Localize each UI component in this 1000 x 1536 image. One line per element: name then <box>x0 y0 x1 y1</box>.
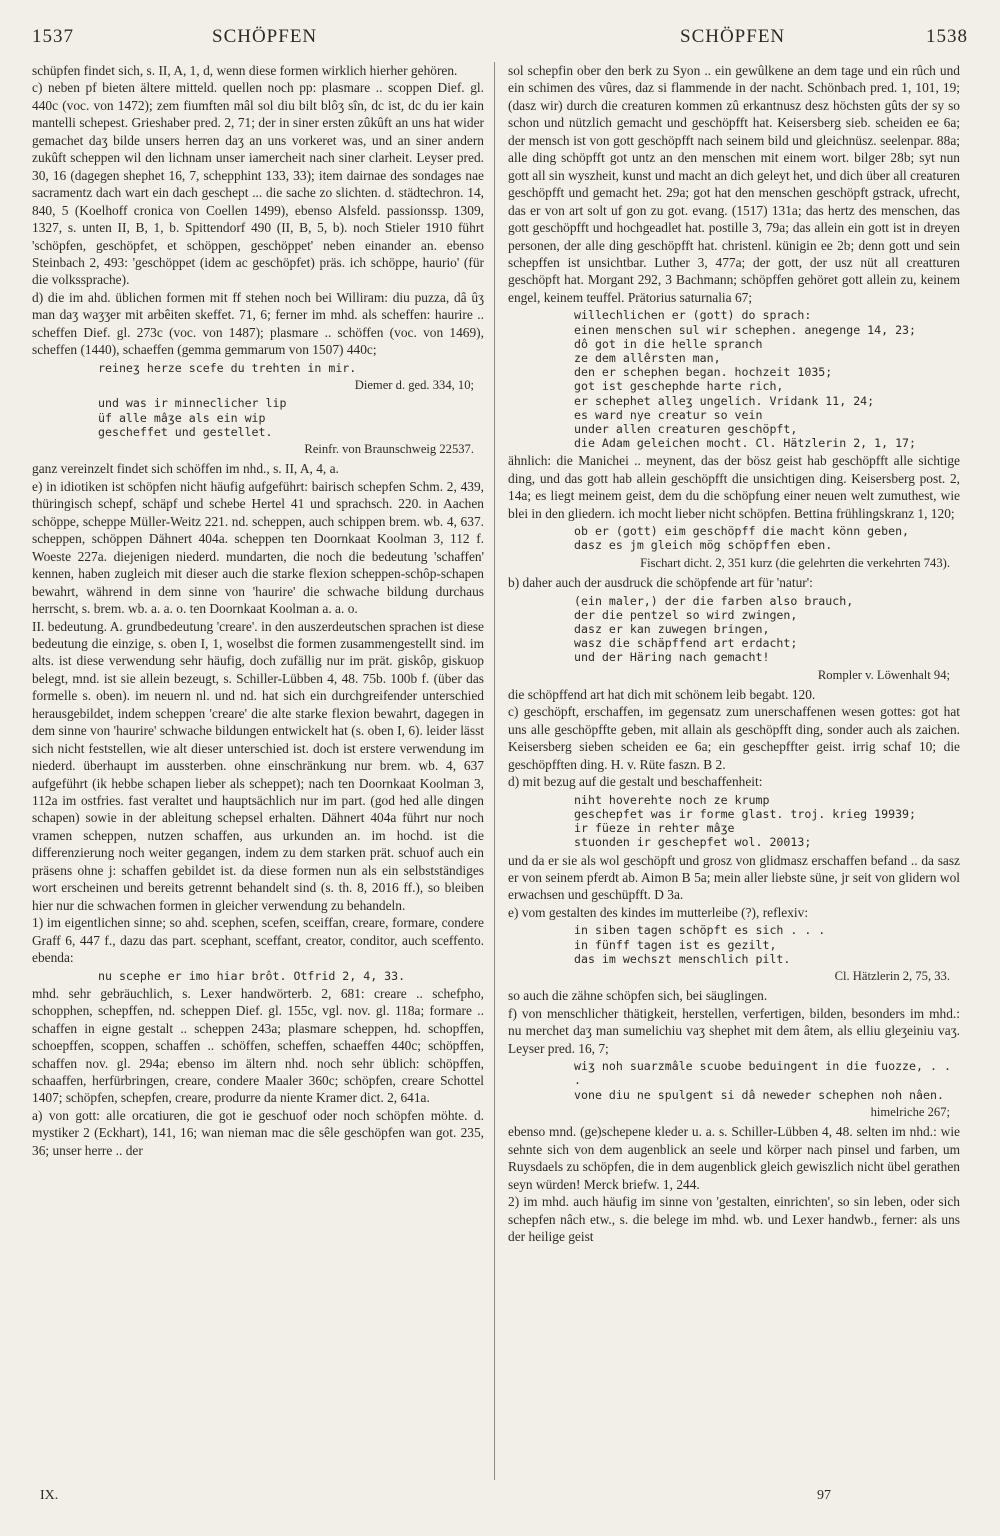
page-footer <box>32 1488 968 1508</box>
entry-paragraph: c) geschöpft, erschaffen, im gegensatz zum unerschaffenen wesen gottes: got hat uns alle geschöpffte geben, mit allain als geschöpfft ding, sonder auch als zaichen. Keisersberg sieben scheiden ee 6a; ein geschepffter geist. irrig schaf 10; die geschöpfften ding. H. v. Rüte faszn. B 2. <box>508 704 960 772</box>
source-citation: Diemer d. ged. 334, 10; <box>354 377 474 392</box>
verse-quotation: wiʒ noh suarzmâle scuobe beduingent in die fuozze, . . . vone diu ne spulgent si dâ neweder schephen noh nâen. <box>574 1059 951 1102</box>
sheet-number: 97 <box>817 1488 831 1503</box>
entry-paragraph: 2) im mhd. auch häufig im sinne von 'gestalten, einrichten', so sin leben, oder sich schepfen nâch etw., s. die belege im mhd. wb. und Lexer handwb., ferner: als uns der heilige geist <box>508 1194 960 1244</box>
entry-paragraph: a) von gott: alle orcatiuren, die got ie geschuof oder noch schöpfen möhte. d. mystiker 2 (Eckhart), 141, 16; wan nieman mac die sêle geschöpfen wan got. 235, 36; unser herre .. der <box>32 1107 484 1158</box>
page-number-right: 1538 <box>926 26 968 47</box>
page-number-left: 1537 <box>32 26 74 47</box>
verse-quotation: ob er (gott) eim geschöpff die macht könn geben, dasz es jm gleich mög schöpffen eben. <box>574 524 910 553</box>
verse-quotation: in siben tagen schöpft es sich . . . in fünff tagen ist es gezilt, das im wechszt menschlich pilt. <box>574 923 826 966</box>
entry-paragraph: schüpfen findet sich, s. II, A, 1, d, wenn diese formen wirklich hierher gehören. <box>32 63 458 78</box>
entry-paragraph: c) neben pf bieten ältere mitteld. quellen noch pp: plasmare .. scoppen Dief. gl. 440c (voc. von 1472); zem fiumften mâl sol diu bilt blôʒ sîn, dc ist, dc du ier kain mantelli schepest. Grieshaber pred. 2, 71; der in siner ersten zûkûft an uns hat wider gemachet daʒ bilde unsers herren daʒ an uns vorkeret was, und an siner andern zukûft scheppen wil den lichnam unser iamercheit nach siner clarheit. Leyser pred. 30, 16 (dagegen shephet 16, 7, schepphint 133, 33); item dairnae des sondages nae sacramentz dach wart ein dach geschept ... die sache zo slichten. d. städtechron. 14, 840, 5 (Koelhoff cronica von Coellen 1499), ebenso Alsfeld. passionssp. 1309, 1327, s. unten II, B, 1, b. Spittendorf 490 (II, B, 5, b). noch Stieler 1910 führt 'schöpfen, geschöpfet, et schöppen, geschöppet' neben einander an. ebenso Steinbach 2, 493: 'geschöppet (idem ac geschöpfet) präs. ich schöppe, haurio' (für die volkssprache). <box>32 80 484 288</box>
running-head <box>32 22 968 52</box>
source-citation: Reinfr. von Braunschweig 22537. <box>304 441 474 456</box>
entry-paragraph: e) vom gestalten des kindes im mutterleibe (?), reflexiv: <box>508 904 809 920</box>
entry-paragraph: e) in idiotiken ist schöpfen nicht häufig aufgeführt: bairisch schepfen Schm. 2, 439, thüringisch schepf, schäpf und schebe Hertel 41 und sprachsch. 220. in Aachen schöppe, scheppe Müller-Weitz 221. nd. scheppen, auch schippen brem. wb. 4, 637. scheppen, schöppen Dähnert 404a. scheppen ten Doornkaat Koolman 3, 112 f. Woeste 227a. diejenigen niederd. mundarten, die noch die bedeutung 'schaffen' kennen, haben zugleich mit dieser auch die starke flexion scheppen-schôp-schapen bewahrt, während in dem sinne von 'haurire' die schwache bildung durchaus herrscht, s. brem. wb. a. a. o. ten Doornkaat Koolman a. a. o. <box>32 478 484 617</box>
entry-paragraph: II. bedeutung. A. grundbedeutung 'creare'. in den auszerdeutschen sprachen ist diese bedeutung die einzige, s. oben I, 1, woselbst die formen zusammengestellt sind. im alts. ist diese verwendung sehr häufig, doch zufällig nur im prät. giskôp, giskuop belegt, mnd. ist sie allein bezeugt, s. Schiller-Lübben 4, 48. 75b. 100b f. (über das formelle s. oben). im neuern nl. und nd. hat sich ein durchgreifender unterschied herausgebildet, indem scheppen 'creare' die alte starke flexion bewahrt, dagegen in dem sinne von 'haurire' schwache bildungen entwickelt hat (s. oben I, 6). leider lässt sich nicht feststellen, wie alt dieser unterschied ist. doch ist erstere verwendung im niederd. überhaupt im aussterben. ohne einschränkung nur brem. wb. 4, 637 aufgeführt (ik hebbe schapen lieber als scheppet); nach ten Doornkaat Koolman 3, 112a im ostfries. fast veraltet und hauptsächlich nur im part. (god hed alle dingen schapen) sowie in der ableitung schepsel erhalten. Dähnert 404a führt nur noch vramen scheppen, nutzen schaffen, aus urkunden an. im hochd. ist die differenzierung noch weiter gegangen, indem zu dem starken prät. schuof auch ein präsens ohne j: schaffen gebildet ist. da diese formen nun als ein selbstständiges wort erscheinen und bereits getrennt behandelt sind (s. th. 8, 2016 ff.), so bleiben hier nur die schwachen formen in gleicher verwendung zu behandeln. <box>32 618 484 913</box>
headword-left: SCHÖPFEN <box>212 26 318 47</box>
verse-quotation: nu scephe er imo hiar brôt. Otfrid 2, 4, 33. <box>98 968 406 983</box>
entry-paragraph: b) daher auch der ausdruck die schöpfende art für 'natur': <box>508 575 813 591</box>
source-citation: himelriche 267; <box>870 1104 950 1119</box>
signature-mark: IX. <box>40 1488 59 1503</box>
entry-paragraph: so auch die zähne schöpfen sich, bei säuglingen. <box>508 988 768 1004</box>
source-citation: Cl. Hätzlerin 2, 75, 33. <box>834 968 950 983</box>
verse-quotation: willechlichen er (gott) do sprach: einen menschen sul wir schephen. anegenge 14, 23; dô got in die helle spranch ze dem allêrsten man, den er schephen began. hochzeit 1035; got ist geschephde harte rich, er schephet alleʒ ungelich. Vridank 11, 24; es ward nye creatur so vein under allen creaturen geschöpft, die Adam geleichen mocht. Cl. Hätzlerin 2, 1, 17; <box>574 308 917 451</box>
headword-right: SCHÖPFEN <box>680 26 786 47</box>
entry-paragraph: die schöpffend art hat dich mit schönem leib begabt. 120. <box>508 686 816 702</box>
entry-paragraph: ähnlich: die Manichei .. meynent, das der bösz geist hab geschöpfft alle sichtige ding, und das gott hab allein geschöpfft die unsichtigen ding. Keisersberg post. 2, 14a; es liegt meinem geist, dem du die schöpfung einer neuen welt zumuthest, wie blei in den gliedern. ich mocht lieber nicht schöpfen. Bettina frühlingskranz 1, 120; <box>508 453 960 521</box>
right-column <box>508 62 960 1482</box>
source-citation: Fischart dicht. 2, 351 kurz (die gelehrten die verkehrten 743). <box>640 555 950 570</box>
source-citation: Rompler v. Löwenhalt 94; <box>817 667 950 682</box>
verse-quotation: niht hoverehte noch ze krump geschepfet was ir forme glast. troj. krieg 19939; ir füeze in rehter mâʒe stuonden ir geschepfet wol. 20013; <box>574 792 917 850</box>
entry-paragraph: 1) im eigentlichen sinne; so ahd. scephen, scefen, sceiffan, creare, formare, condere Graff 6, 447 f., dazu das part. scephant, sceffant, creator, conditor, auch sceffento. ebenda: <box>32 915 484 966</box>
entry-paragraph: und da er sie als wol geschöpft und grosz von glidmasz erschaffen befand .. da sasz er von seinem pferdt ab. Aimon B 5a; mein aller liebste süne, jr seit von glidern wol erwachsen und geschüpfft. D 3a. <box>508 852 960 903</box>
verse-quotation: (ein maler,) der die farben also brauch, der die pentzel so wird zwingen, dasz er kan zuwegen bringen, wasz die schäpffend art erdacht; und der Häring nach gemacht! <box>574 593 854 665</box>
entry-paragraph: ebenso mnd. (ge)schepene kleder u. a. s. Schiller-Lübben 4, 48. selten im nhd.: wie sehnte sich von dem augenblick an seele und körper nach pinsel und farben, um Ruysdaels zu schöpfen, die in dem augenblick gleich gewiszlich nicht übel gerathen seyn würden! Merck briefw. 1, 244. <box>508 1124 960 1192</box>
left-column <box>32 62 484 1482</box>
entry-paragraph: mhd. sehr gebräuchlich, s. Lexer handwörterb. 2, 681: creare .. schefpho, schopphen, schepffen, nd. scheppen Dief. gl. 155c, vgl. nov. gl. 118a; formare .. schaffen in eigne gestalt .. scheppen 243a; plasmare scheppen, hd. schopffen, schoepffen, scoppen, schaffen .. schöffen, scheffen, schaeffen 440c; schöpffen, schaffen nov. gl. 294a; ebenso im ältern nhd. noch sehr üblich: schöpffen, schaaffen, herfürbringen, creare, condere Maaler 360c; schöpfen, creare Schottel 1407; schöpfen, schepfen, creare, produrre da niente Kramer dict. 2, 641a. <box>32 985 484 1106</box>
column-divider <box>494 62 495 1480</box>
verse-quotation: reineʒ herze scefe du trehten in mir. <box>98 360 357 375</box>
entry-paragraph: d) die im ahd. üblichen formen mit ff stehen noch bei Williram: diu puzza, dâ ûʒ man daʒ waʒʒer mit arbêiten skeffet. 71, 6; ferner im mhd. als scheffen: haurire .. scheffen Dief. gl. 273c (voc. von 1487); plasmare .. schöffen (voc. von 1469), scheffen (1440), schaeffen (gemma gemmarum von 1507) 440c; <box>32 289 484 358</box>
entry-paragraph: sol schepfin ober den berk zu Syon .. ein gewûlkene an dem tage und ein rûch und ein schimen des vûres, daz si flammende in der nacht. Schönbach pred. 1, 101, 19; (dasz wir) durch die creaturen kommen zû erkantnusz desz höchsten gûts der sy so schon und nützlich gemacht und geschöpfft hat. Keisersberg sieb. scheiden ee 6a; der mensch ist von gott geschöpfft nach seinem bild und gleichnüsz. seelenpar. 88a; alle ding schöpfft got untz an den menschen mit einem wort. bilger 28b; syt nun gott all sin wyszheit, kunst und macht an dich geleyt het, und dich über all creaturen geschöpfft und gemacht het. 29a; got hat den menschen geschöpft gstrack, ufrecht, das er von art solt uf gon zu got. evang. (1517) 131a; das hertz des menschen, das gott geschöpfft und hochgeadlet hat. postille 3, 79a; das allein ein gott ist in dreyen personen, der alle ding geschöpfft hat. christenl. künigin ee 2b; denn gott und sein schepffen ist unsichtbar. Luther 3, 477a; der gott, der usz nüt all creatturen geschöpft hat. Morgant 292, 3 Bachmann; schöpffen gehöret gott allein zu, keinem engel, keinem teuffel. Prätorius saturnalia 67; <box>508 63 960 305</box>
entry-paragraph: d) mit bezug auf die gestalt und beschaffenheit: <box>508 774 763 790</box>
entry-paragraph: f) von menschlicher thätigkeit, herstellen, verfertigen, bilden, besonders im mhd.: nu merchet daʒ man sumelichiu vaʒ shephet mit dem âtem, als elliu gleʒeiniu vaʒ. Leyser pred. 16, 7; <box>508 1005 960 1056</box>
verse-quotation: und was ir minneclicher lip üf alle mâʒe als ein wip gescheffet und gestellet. <box>98 396 287 439</box>
entry-paragraph: ganz vereinzelt findet sich schöffen im nhd., s. II, A, 4, a. <box>32 461 339 477</box>
